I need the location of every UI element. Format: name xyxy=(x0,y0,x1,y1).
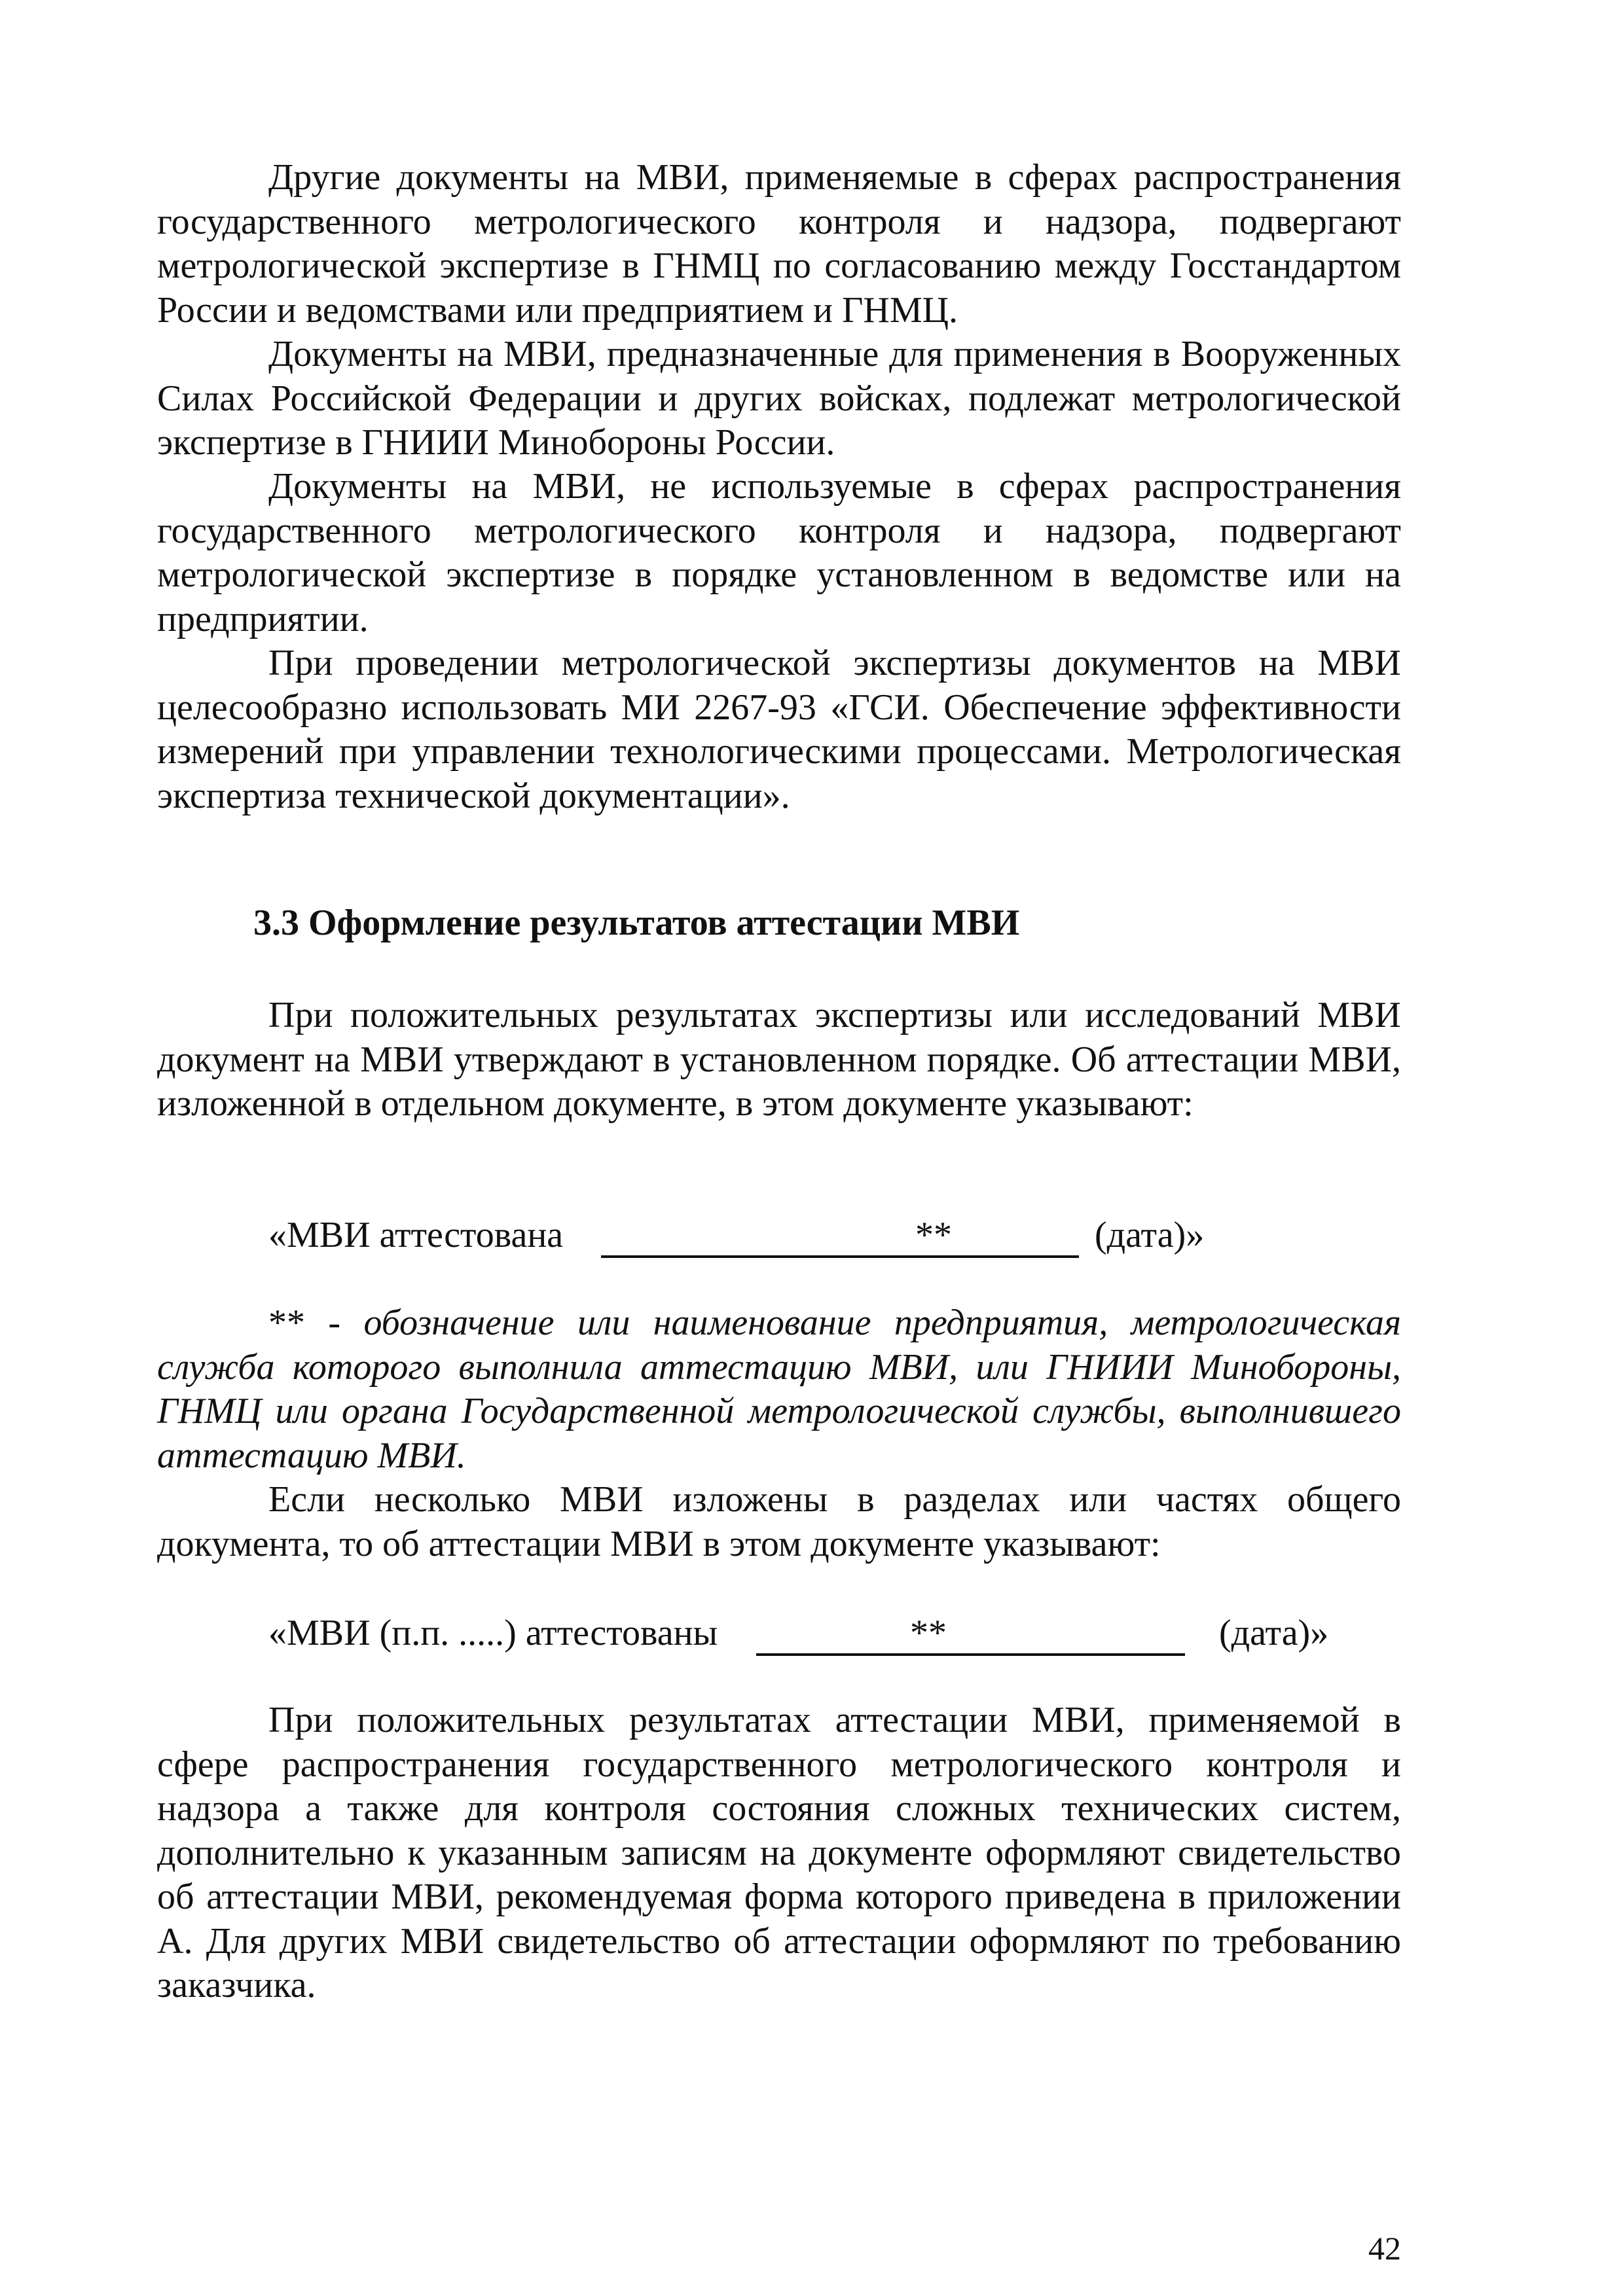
paragraph-certificate: При положительных результатах аттестации МВИ, применяемой в сфере распространения государственного метрологического контроля и надзора а также для контроля состояния сложных технических систем, дополнительно к указанным записям на документе оформляют свидетельство об аттестации МВИ, рекомендуемая форма которого приведена в приложении А. Для других МВИ свидетельство об аттестации оформляют по требованию заказчика. xyxy=(157,1700,1401,2005)
form-suffix-date: (дата)» xyxy=(1095,1215,1205,1255)
form-blank-line xyxy=(601,1212,1079,1258)
footnote-text: обозначение или наименование предприятия, метрологическая служба которого выполнила аттестацию МВИ, или ГНИИИ Минобороны, ГНМЦ или органа Государственной метрологической службы, выполнившего аттестацию МВИ. xyxy=(157,1302,1401,1476)
paragraph-expertise-recommendation: При проведении метрологической экспертизы документов на МВИ целесообразно использовать МИ 2267-93 «ГСИ. Обеспечение эффективности измерений при управлении технологическими процессами. Метрологическая экспертиза технической документации». xyxy=(157,643,1401,816)
form-mark: ** xyxy=(915,1215,952,1255)
footnote-marker: ** - xyxy=(268,1302,341,1343)
form2-suffix-date: (дата)» xyxy=(1219,1613,1329,1653)
form-prefix: «МВИ аттестована xyxy=(268,1215,564,1255)
paragraph-armed-forces: Документы на МВИ, предназначенные для применения в Вооруженных Силах Российской Федерации и других войсках, подлежат метрологической экспертизе в ГНИИИ Минобороны России. xyxy=(157,334,1401,463)
paragraph-other-documents: Другие документы на МВИ, применяемые в сферах распространения государственного метрологического контроля и надзора, подвергают метрологической экспертизе в ГНМЦ по согласованию между Госстандартом России и ведомствами или предприятием и ГНМЦ. xyxy=(157,157,1401,331)
footnote-note xyxy=(157,1301,1401,1478)
paragraph-positive-results: При положительных результатах экспертизы или исследований МВИ документ на МВИ утверждают в установленном порядке. Об аттестации МВИ, изложенной в отдельном документе, в этом документе указывают: xyxy=(157,995,1401,1124)
form2-mark: ** xyxy=(910,1613,947,1653)
form2-prefix: «МВИ (п.п. .....) аттестованы xyxy=(268,1613,718,1653)
form2-blank-line xyxy=(756,1610,1185,1656)
section-heading: 3.3 Оформление результатов аттестации МВИ xyxy=(253,903,1020,943)
paragraph-not-used-documents: Документы на МВИ, не используемые в сферах распространения государственного метрологического контроля и надзора, подвергают метрологической экспертизе в порядке установленном в ведомстве или на предприятии. xyxy=(157,466,1401,639)
paragraph-several-mvi: Если несколько МВИ изложены в разделах или частях общего документа, то об аттестации МВИ в этом документе указывают: xyxy=(157,1479,1401,1564)
page-number: 42 xyxy=(1368,2230,1401,2267)
